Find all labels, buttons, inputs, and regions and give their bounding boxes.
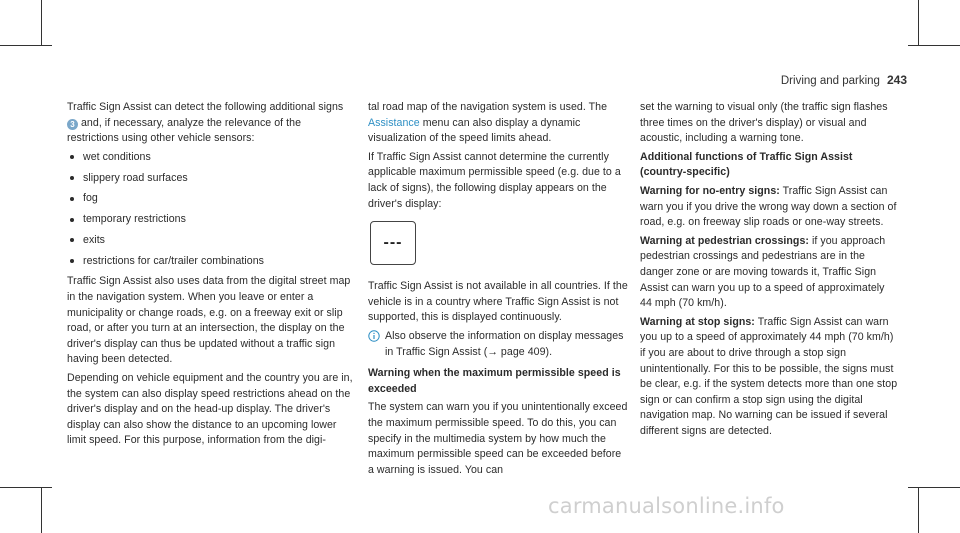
paragraph: Depending on vehicle equipment and the country you are in, the system can also display speed restrictions ahead on the driver's display and on the head-up display. The driver's display can also show the distance to an upcoming lower limit speed. For this purpose, information from the digi-	[67, 372, 353, 447]
run-in-heading: Warning for no-entry signs:	[640, 184, 780, 197]
text: Also observe the information on display messages in Traffic Sign Assist (	[385, 329, 624, 358]
column-1	[67, 100, 353, 452]
sign-text: ---	[383, 234, 403, 252]
page-reference-link[interactable]: page 409).	[497, 345, 553, 358]
page-number: 243	[886, 73, 907, 87]
watermark: carmanualsonline.info	[548, 494, 785, 518]
text: Traffic Sign Assist can detect the following additional signs	[67, 101, 344, 113]
paragraph	[640, 234, 898, 312]
info-note	[368, 329, 630, 360]
text: if you approach pedestrian crossings and pedestrians are in the danger zone or are moving towards it, Traffic Sign Assist can warn you up to a speed of approximately 44 mph (70 km/h).	[640, 234, 886, 310]
paragraph	[368, 100, 630, 147]
list-item: wet conditions	[67, 150, 353, 166]
text: Traffic Sign Assist can warn you if you drive the wrong way down a section of road, e.g. on freeway slip roads or one-way streets.	[640, 184, 897, 229]
crop-mark	[908, 487, 960, 488]
run-in-heading: Warning at stop signs:	[640, 315, 755, 328]
list-item: restrictions for car/trailer combinations	[67, 254, 353, 270]
page-header	[781, 73, 907, 87]
text: tal road map of the navigation system is used. The	[368, 101, 608, 113]
crop-mark	[908, 45, 960, 46]
list-item: exits	[67, 233, 353, 249]
paragraph	[640, 184, 898, 231]
list-item: slippery road surfaces	[67, 171, 353, 187]
assistance-menu-link[interactable]: Assistance	[368, 116, 420, 129]
callout-marker-icon: 3	[67, 119, 78, 130]
paragraph	[640, 315, 898, 440]
speed-sign-icon	[370, 221, 416, 265]
section-heading: Warning when the maximum permissible speed is exceeded	[368, 367, 621, 395]
crop-mark	[41, 487, 42, 533]
text: Traffic Sign Assist can warn you up to a speed of approximately 44 mph (70 km/h) if you are about to drive through a stop sign unintentionally. For this to be possible, the signs must be clear, e.g. if the system detects more than one stop sign or can confirm a stop sign using the digital navigation map. No warning can be issued if several different signs are detected.	[640, 315, 898, 437]
text: and, if necessary, analyze the relevance of the restrictions using other vehicle sensors:	[67, 116, 302, 145]
conditions-list	[67, 150, 353, 270]
paragraph: set the warning to visual only (the traffic sign flashes three times on the driver's display) or visual and acoustic, including a warning tone.	[640, 101, 888, 145]
run-in-heading: Warning at pedestrian crossings:	[640, 234, 809, 247]
paragraph: The system can warn you if you unintentionally exceed the maximum permissible speed. To do this, you can specify in the multimedia system by how much the maximum permissible speed can be exceeded before a warning is issued. You can	[368, 401, 628, 476]
arrow-icon: →	[487, 345, 498, 358]
paragraph: If Traffic Sign Assist cannot determine the currently applicable maximum permissible speed (e.g. due to a lack of signs), the following display appears on the driver's display:	[368, 150, 621, 210]
column-3	[640, 100, 898, 442]
crop-mark	[918, 0, 919, 46]
info-icon	[368, 330, 380, 348]
crop-mark	[918, 487, 919, 533]
crop-mark	[0, 487, 52, 488]
crop-mark	[41, 0, 42, 46]
paragraph: Traffic Sign Assist is not available in all countries. If the vehicle is in a country where Traffic Sign Assist is not supported, this is displayed continuously.	[368, 280, 628, 324]
section-title: Driving and parking	[780, 75, 880, 87]
column-2	[368, 100, 630, 481]
text: menu can also display a dynamic visualization of the speed limits ahead.	[368, 116, 581, 145]
crop-mark	[0, 45, 52, 46]
section-heading: Additional functions of Traffic Sign Assist (country-specific)	[640, 150, 853, 179]
paragraph	[67, 100, 353, 147]
list-item: temporary restrictions	[67, 212, 353, 228]
list-item: fog	[67, 191, 353, 207]
paragraph: Traffic Sign Assist also uses data from the digital street map in the navigation system. When you leave or enter a municipality or change roads, e.g. on a freeway exit or slip road, or after you turn at an intersection, the display on the driver's display can thus be updated without a traffic sign having been detected.	[67, 275, 351, 366]
